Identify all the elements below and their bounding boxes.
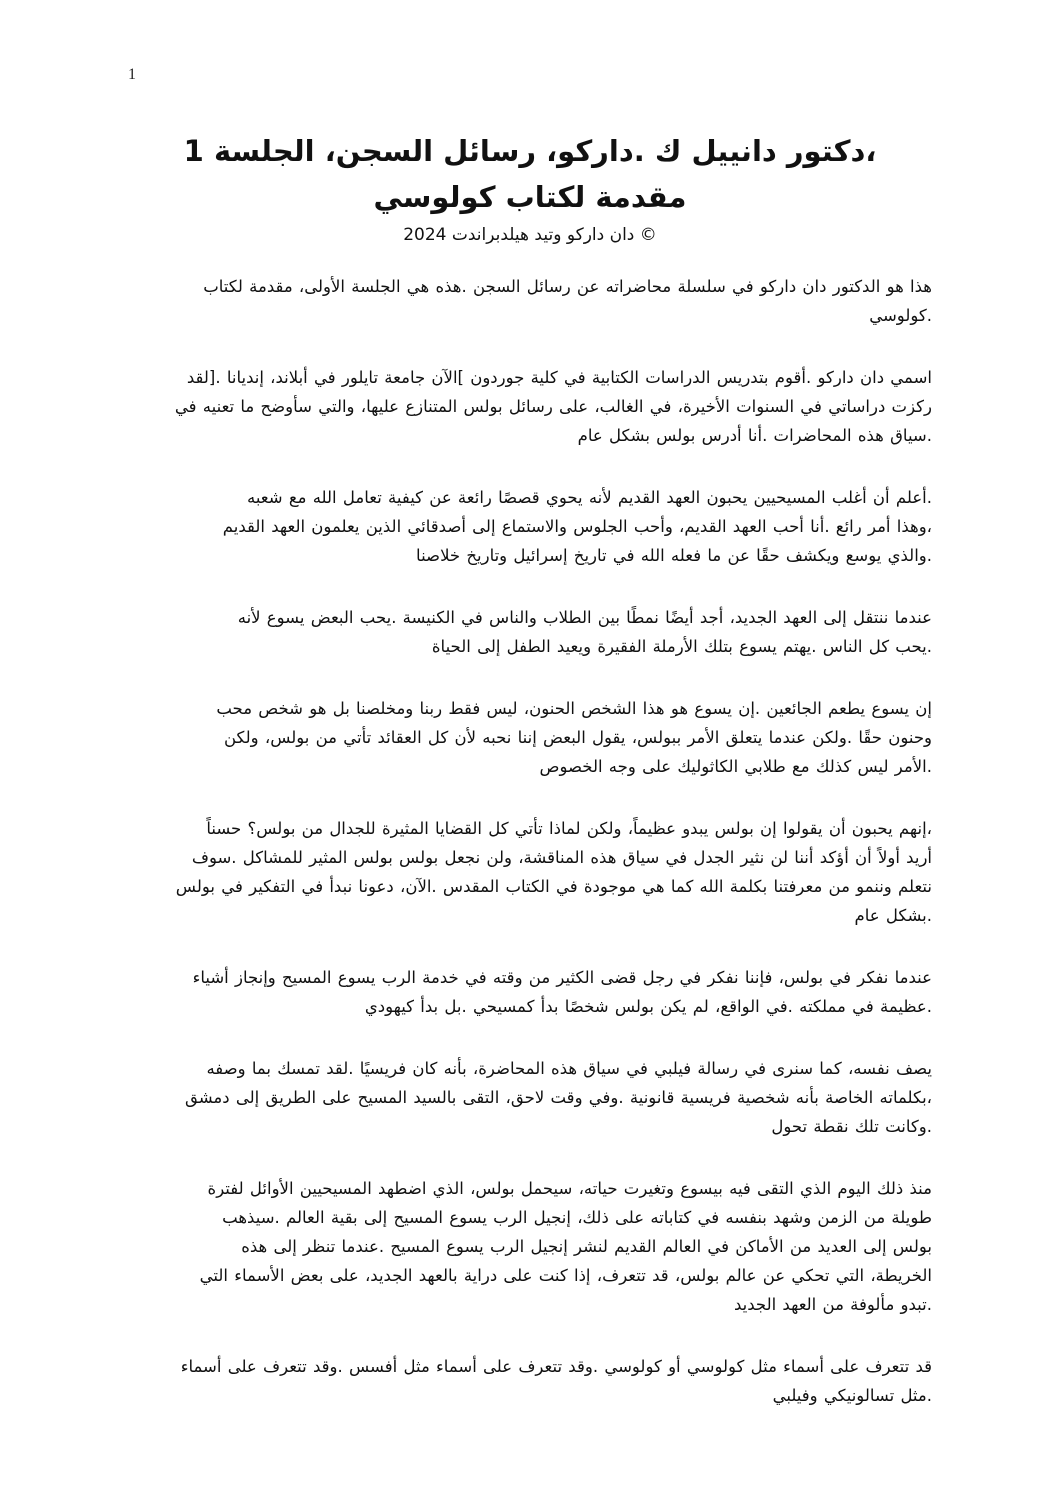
paragraph-line: .مثل تسالونيكي وفيلبي <box>772 1386 932 1405</box>
paragraph-line: بولس إلى العديد من الأماكن في العالم القديم لنشر إنجيل الرب يسوع المسيح .عندما تنظر إلى هذه <box>241 1237 932 1256</box>
paragraph-line: نتعلم وننمو من معرفتنا بكلمة الله كما هي موجودة في الكتاب المقدس .الآن، دعونا نبدأ في التفكير في بولس <box>175 877 932 896</box>
paragraph-5 <box>132 694 932 781</box>
paragraph-line: إن يسوع يطعم الجائعين .إن يسوع هو هذا الشخص الحنون، ليس فقط ربنا ومخلصنا بل هو شخص محب <box>216 699 932 718</box>
page-number: 1 <box>128 66 136 83</box>
paragraph-line: قد تتعرف على أسماء مثل كولوسي أو كولوسي .وقد تتعرف على أسماء مثل أفسس .وقد تتعرف على أسماء <box>180 1357 932 1376</box>
paragraph-line: ،بكلماته الخاصة بأنه شخصية فريسية قانونية .وفي وقت لاحق، التقى بالسيد المسيح على الطريق إلى دمشق <box>184 1088 932 1107</box>
paragraph-line: .أعلم أن أغلب المسيحيين يحبون العهد القديم لأنه يحوي قصصًا رائعة عن كيفية تعامل الله مع شعبه <box>246 488 932 507</box>
paragraph-line: وحنون حقًا .ولكن عندما يتعلق الأمر ببولس، يقول البعض إننا نحبه لأن كل العقائد تأتي من بولس، ولكن <box>223 728 932 747</box>
paragraph-2 <box>132 363 932 450</box>
paragraph-line: يصف نفسه، كما سنرى في رسالة فيلبي في سياق هذه المحاضرة، بأنه كان فريسيًا .لقد تمسك بما وصفه <box>206 1059 932 1078</box>
paragraph-line: .تبدو مألوفة من العهد الجديد <box>734 1295 932 1314</box>
document-title-line-2: مقدمة لكتاب كولوسي <box>373 180 687 214</box>
paragraph-line: .يحب كل الناس .يهتم يسوع بتلك الأرملة الفقيرة ويعيد الطفل إلى الحياة <box>431 637 932 656</box>
document-body <box>132 272 932 1443</box>
paragraph-line: عندما ننتقل إلى العهد الجديد، أجد أيضًا نمطًا بين الطلاب والناس في الكنيسة .يحب البعض يسوع لأنه <box>237 608 932 627</box>
paragraph-3 <box>132 483 932 570</box>
paragraph-line: هذا هو الدكتور دان داركو في سلسلة محاضراته عن رسائل السجن .هذه هي الجلسة الأولى، مقدمة لكتاب <box>203 277 932 296</box>
paragraph-line: أريد أولاً أن أؤكد أننا لن نثير الجدل في سياق هذه المناقشة، ولن نجعل بولس بولس المثير للمشاكل .سوف <box>191 848 932 867</box>
paragraph-line: ،وهذا أمر رائع .أنا أحب العهد القديم، وأحب الجلوس والاستماع إلى أصدقائي الذين يعلمون العهد القديم <box>222 517 932 536</box>
paragraph-7 <box>132 963 932 1021</box>
paragraph-line: ،إنهم يحبون أن يقولوا إن بولس يبدو عظيماً، ولكن لماذا تأتي كل القضايا المثيرة للجدال من بولس؟ حسناً <box>206 819 932 838</box>
document-header <box>130 128 930 248</box>
paragraph-line: عندما نفكر في بولس، فإننا نفكر في رجل قضى الكثير من وقته في خدمة الرب يسوع المسيح وإنجاز أشياء <box>192 968 932 987</box>
paragraph-line: اسمي دان داركو .أقوم بتدريس الدراسات الكتابية في كلية جوردون ]الآن جامعة تايلور في أبلاند، إنديانا .[لقد <box>186 368 932 387</box>
copyright-notice: دان داركو وتيد هيلدبراندت 2024 © <box>403 225 657 245</box>
paragraph-line: الخريطة، التي تحكي عن عالم بولس، قد تتعرف، إذا كنت على دراية بالعهد الجديد، على بعض الأسماء التي <box>199 1266 932 1285</box>
document-title-line-1: ،دكتور دانييل ك .داركو، رسائل السجن، الجلسة 1 <box>183 134 877 168</box>
paragraph-line: .الأمر ليس كذلك مع طلابي الكاثوليك على وجه الخصوص <box>539 757 932 776</box>
paragraph-line: ركزت دراساتي في السنوات الأخيرة، في الغالب، على رسائل بولس المتنازع عليها، والتي سأوضح ما تعنيه في <box>174 397 932 416</box>
paragraph-line: .بشكل عام <box>854 906 932 925</box>
paragraph-line: .والذي يوسع ويكشف حقًا عن ما فعله الله في تاريخ إسرائيل وتاريخ خلاصنا <box>416 546 932 565</box>
paragraph-line: .كولوسي <box>869 306 932 325</box>
paragraph-6 <box>132 814 932 930</box>
paragraph-10 <box>132 1352 932 1410</box>
paragraph-9 <box>132 1174 932 1319</box>
paragraph-4 <box>132 603 932 661</box>
paragraph-line: منذ ذلك اليوم الذي التقى فيه بيسوع وتغيرت حياته، سيحمل بولس، الذي اضطهد المسيحيين الأوائل لفترة <box>207 1179 932 1198</box>
paragraph-8 <box>132 1054 932 1141</box>
paragraph-line: .سياق هذه المحاضرات .أنا أدرس بولس بشكل عام <box>577 426 932 445</box>
paragraph-line: طويلة من الزمن وشهد بنفسه في كتاباته على ذلك، إنجيل الرب يسوع المسيح إلى بقية العالم .سيذهب <box>222 1208 932 1227</box>
paragraph-line: .عظيمة في مملكته .في الواقع، لم يكن بولس شخصًا بدأ كمسيحي .بل بدأ كيهودي <box>364 997 932 1016</box>
paragraph-line: .وكانت تلك نقطة تحول <box>771 1117 932 1136</box>
paragraph-1 <box>132 272 932 330</box>
